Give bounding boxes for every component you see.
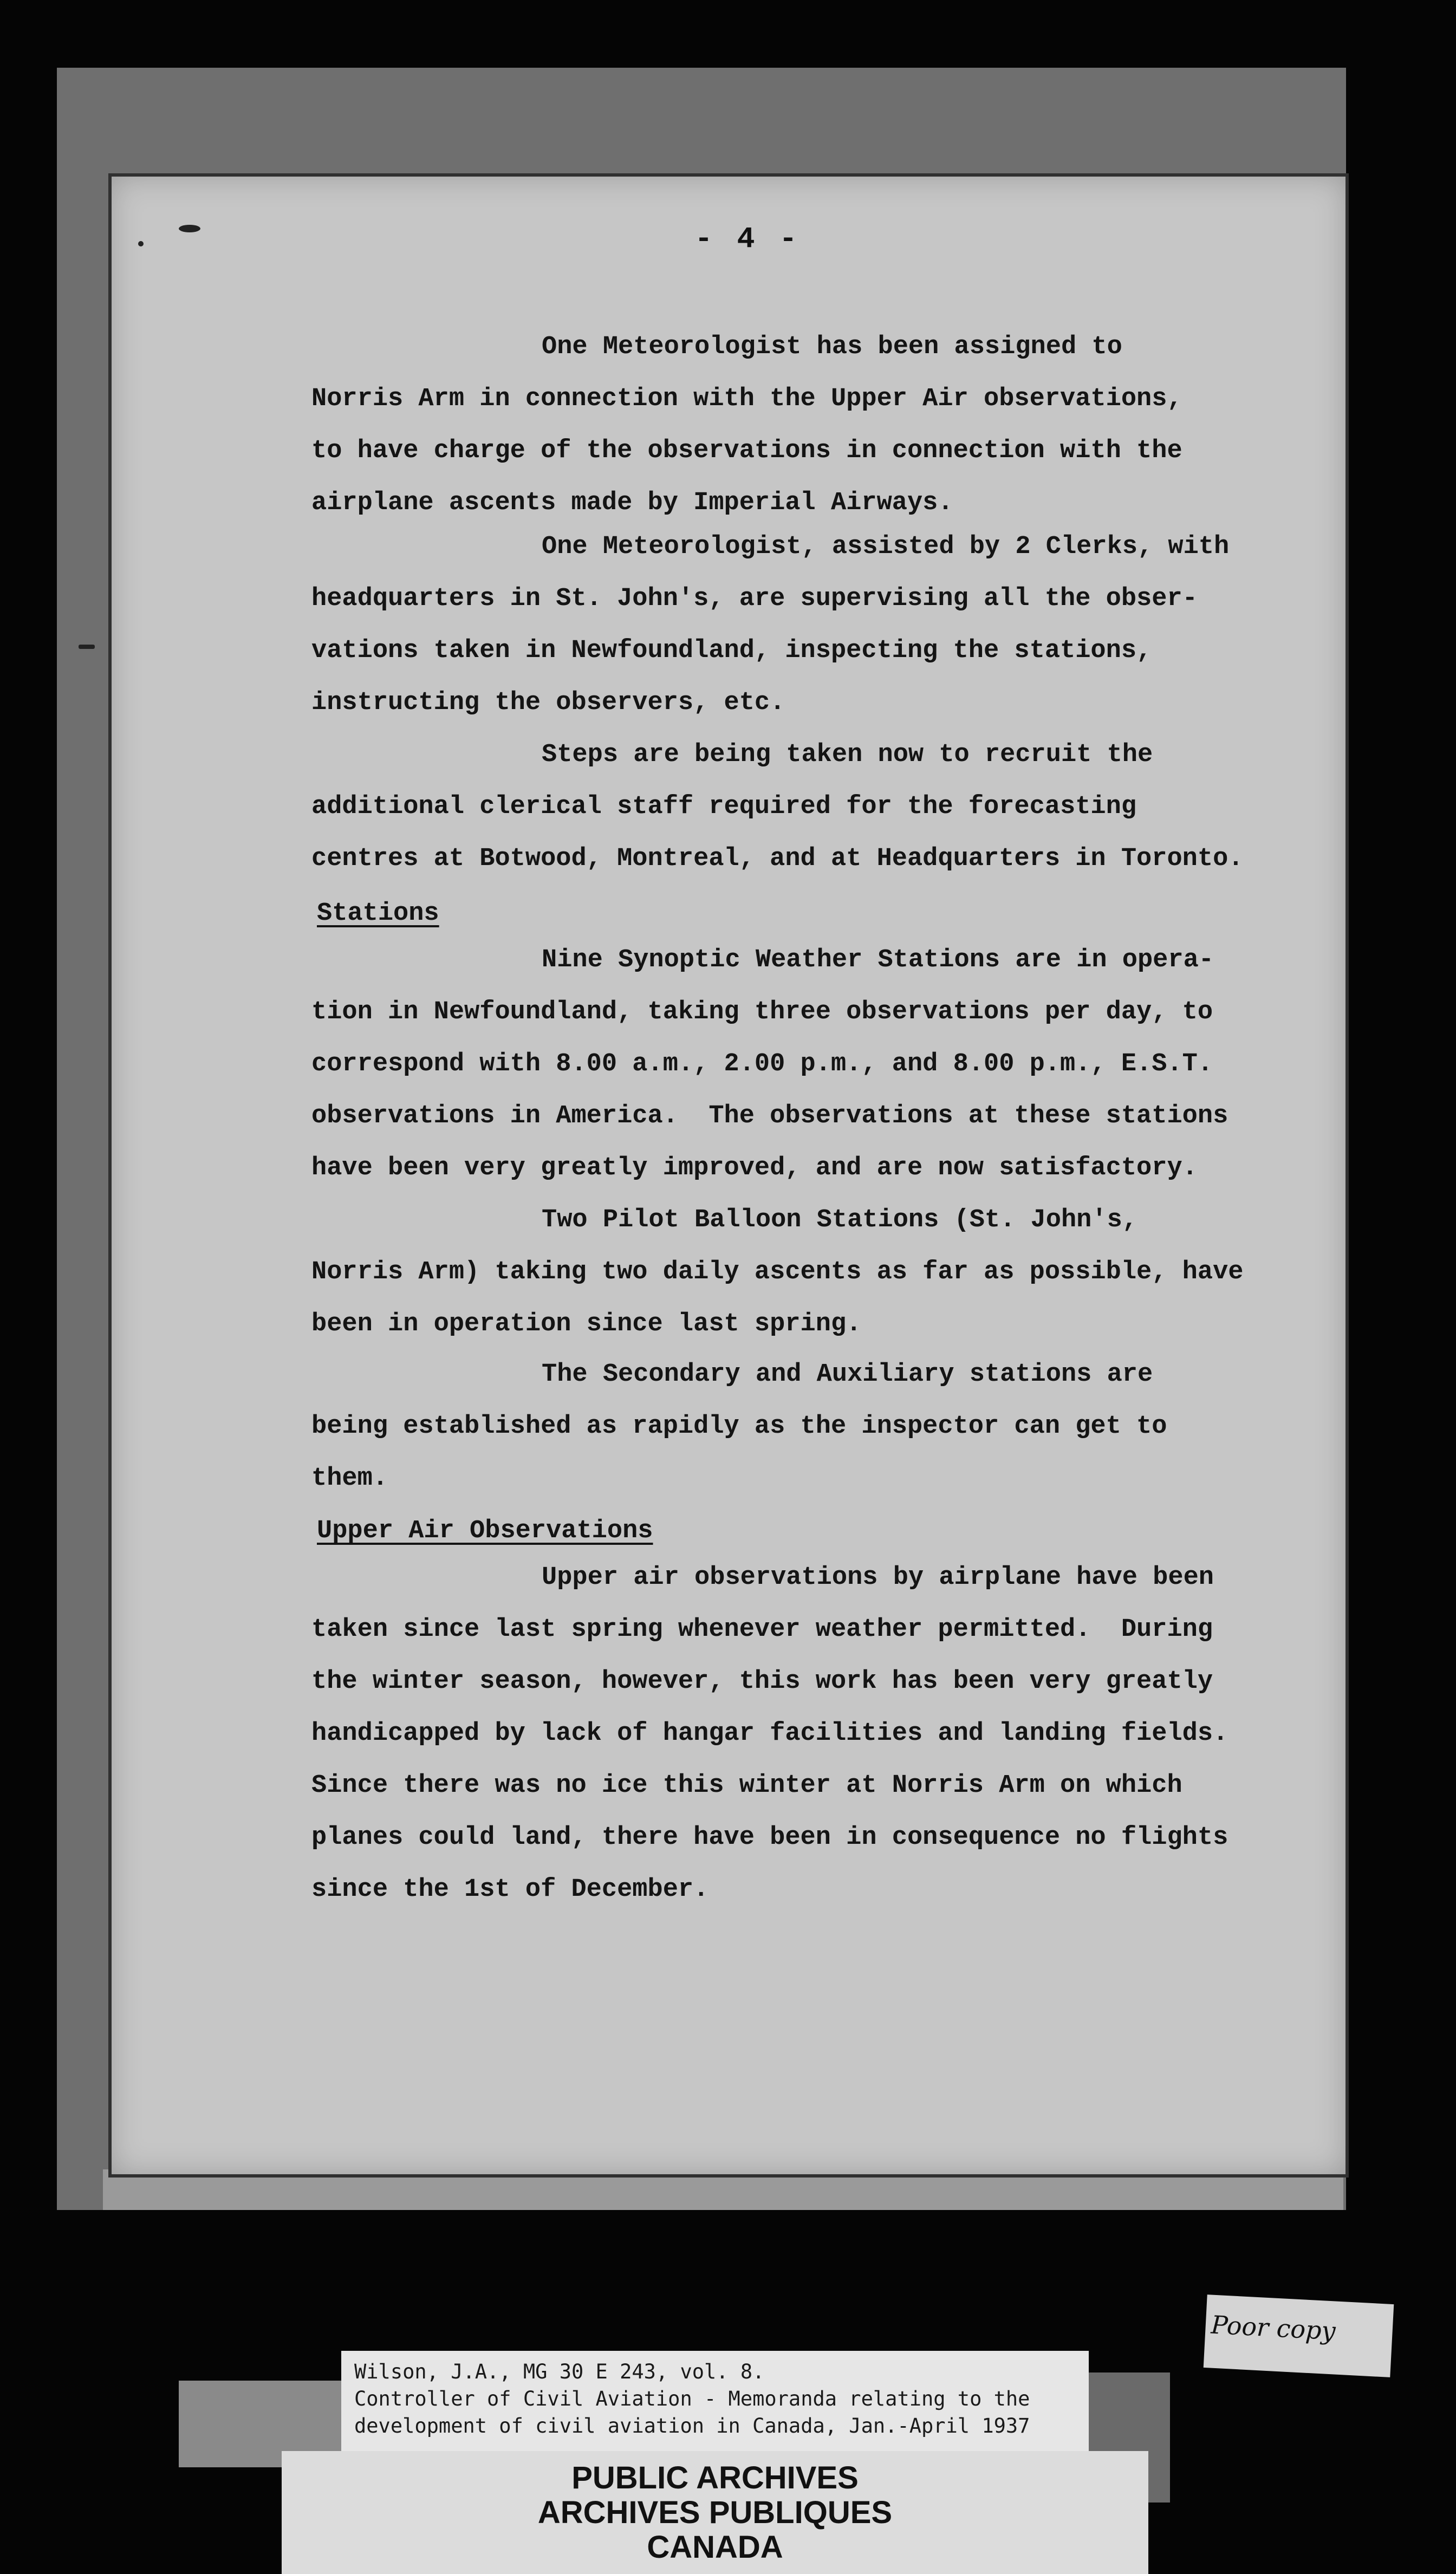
text-line: observations in America. The observations at these stations [311,1102,1228,1130]
archive-reference-label [341,2351,1089,2451]
paragraph-upper-air [311,1552,1270,1916]
text-line: the winter season, however, this work has been very greatly [311,1667,1213,1696]
text-line: them. [311,1464,388,1493]
text-line: Upper air observations by airplane have been [542,1563,1214,1592]
heading-upper-air-observations: Upper Air Observations [317,1517,653,1545]
text-line: centres at Botwood, Montreal, and at Headquarters in Toronto. [311,844,1244,873]
stray-mark [179,225,200,232]
text-line: One Meteorologist has been assigned to [542,333,1122,361]
paragraph-meteorologist-norris-arm [311,321,1270,529]
text-line: airplane ascents made by Imperial Airways. [311,489,953,517]
text-line: since the 1st of December. [311,1875,709,1904]
paragraph-meteorologist-st-johns [311,521,1270,729]
stray-mark [79,645,95,649]
paragraph-clerical-staff [311,729,1270,885]
stamp-line: CANADA [647,2530,783,2565]
text-line: Norris Arm in connection with the Upper Air observations, [311,385,1182,413]
page-number: - 4 - [694,222,801,256]
text-line: Since there was no ice this winter at Norris Arm on which [311,1771,1182,1800]
text-line: The Secondary and Auxiliary stations are [542,1360,1153,1389]
text-line: headquarters in St. John's, are supervising all the obser- [311,584,1198,613]
text-line: additional clerical staff required for the forecasting [311,792,1137,821]
text-line: Two Pilot Balloon Stations (St. John's, [542,1206,1138,1234]
text-line: taken since last spring whenever weather permitted. During [311,1615,1213,1644]
stamp-line: PUBLIC ARCHIVES [571,2460,859,2495]
text-line: correspond with 8.00 a.m., 2.00 p.m., and 8.00 p.m., E.S.T. [311,1050,1213,1078]
text-line: One Meteorologist, assisted by 2 Clerks, with [542,532,1230,561]
text-line: being established as rapidly as the inspector can get to [311,1412,1167,1441]
text-line: handicapped by lack of hangar facilities and landing fields. [311,1719,1228,1748]
public-archives-stamp [282,2451,1148,2574]
text-line: instructing the observers, etc. [311,688,785,717]
heading-stations: Stations [317,899,439,928]
text-line: vations taken in Newfoundland, inspecting the stations, [311,636,1152,665]
text-line: Nine Synoptic Weather Stations are in opera- [542,946,1214,974]
text-line: have been very greatly improved, and are now satisfactory. [311,1154,1198,1182]
poor-copy-text: Poor copy [1210,2310,1336,2346]
paragraph-pilot-balloon [311,1194,1270,1350]
text-line: Steps are being taken now to recruit the [542,740,1153,769]
paragraph-secondary-stations [311,1349,1270,1505]
reference-line: Wilson, J.A., MG 30 E 243, vol. 8. [354,2360,765,2383]
reference-line: Controller of Civil Aviation - Memoranda relating to the [354,2387,1030,2410]
stray-mark [138,241,144,246]
text-line: been in operation since last spring. [311,1310,862,1338]
text-line: to have charge of the observations in connection with the [311,437,1182,465]
stamp-line: ARCHIVES PUBLIQUES [537,2495,893,2530]
poor-copy-note [1204,2294,1394,2377]
text-line: planes could land, there have been in consequence no flights [311,1823,1228,1852]
text-line: Norris Arm) taking two daily ascents as far as possible, have [311,1258,1244,1286]
reference-line: development of civil aviation in Canada, Jan.-April 1937 [354,2414,1030,2438]
text-line: tion in Newfoundland, taking three observations per day, to [311,998,1213,1026]
paragraph-synoptic-stations [311,934,1270,1194]
